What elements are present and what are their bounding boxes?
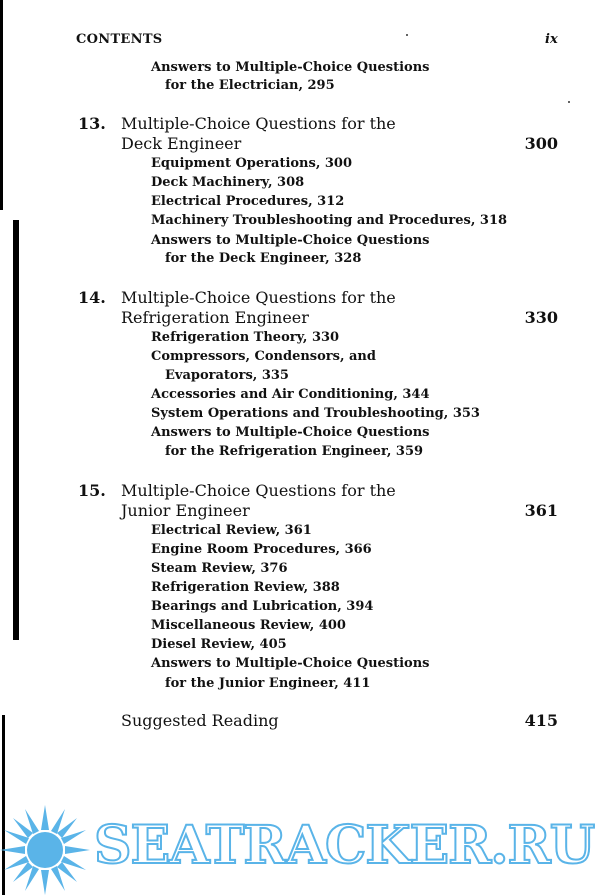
chapter-number: 13. (78, 114, 106, 133)
chapter-title-line: Refrigeration Engineer (121, 308, 309, 327)
chapter-title-line: Multiple-Choice Questions for the (121, 114, 396, 133)
toc-entry: for the Refrigeration Engineer, 359 (165, 444, 424, 459)
chapter-title-line: Multiple-Choice Questions for the (121, 481, 396, 500)
chapter-page-number: 330 (524, 308, 558, 327)
toc-entry: Answers to Multiple-Choice Questions (151, 60, 430, 75)
suggested-reading-title: Suggested Reading (121, 711, 279, 730)
toc-entry: for the Electrician, 295 (165, 78, 335, 93)
toc-entry: Miscellaneous Review, 400 (151, 618, 346, 633)
toc-entry: Steam Review, 376 (151, 561, 288, 576)
toc-entry: Electrical Procedures, 312 (151, 194, 345, 209)
scan-speck (406, 34, 408, 36)
chapter-title-line: Junior Engineer (121, 501, 250, 520)
chapter-number: 14. (78, 288, 106, 307)
chapter-page-number: 361 (524, 501, 558, 520)
toc-entry: Answers to Multiple-Choice Questions (151, 425, 430, 440)
toc-entry: System Operations and Troubleshooting, 353 (151, 406, 480, 421)
toc-entry: Accessories and Air Conditioning, 344 (151, 387, 430, 402)
toc-entry: Bearings and Lubrication, 394 (151, 599, 374, 614)
running-head: CONTENTS (76, 32, 163, 47)
page-folio: ix (545, 32, 558, 47)
watermark-text: SEATRACKER.RU (94, 815, 595, 876)
scan-edge-artifact (13, 220, 19, 640)
toc-entry: for the Junior Engineer, 411 (165, 676, 371, 691)
scan-speck (568, 101, 570, 103)
toc-entry: Refrigeration Theory, 330 (151, 330, 340, 345)
scan-edge-artifact (0, 0, 3, 210)
suggested-reading-page: 415 (524, 711, 558, 730)
chapter-title-line: Multiple-Choice Questions for the (121, 288, 396, 307)
toc-entry: Compressors, Condensors, and (151, 349, 376, 364)
toc-entry: Evaporators, 335 (165, 368, 289, 383)
chapter-number: 15. (78, 481, 106, 500)
sun-icon (0, 805, 90, 895)
toc-entry: Engine Room Procedures, 366 (151, 542, 372, 557)
toc-entry: Electrical Review, 361 (151, 523, 312, 538)
toc-entry: Machinery Troubleshooting and Procedures, 318 (151, 213, 508, 228)
toc-entry: for the Deck Engineer, 328 (165, 251, 362, 266)
toc-entry: Answers to Multiple-Choice Questions (151, 656, 430, 671)
toc-entry: Equipment Operations, 300 (151, 156, 353, 171)
toc-entry: Answers to Multiple-Choice Questions (151, 233, 430, 248)
toc-entry: Refrigeration Review, 388 (151, 580, 340, 595)
chapter-page-number: 300 (524, 134, 558, 153)
toc-entry: Diesel Review, 405 (151, 637, 287, 652)
chapter-title-line: Deck Engineer (121, 134, 242, 153)
toc-entry: Deck Machinery, 308 (151, 175, 305, 190)
